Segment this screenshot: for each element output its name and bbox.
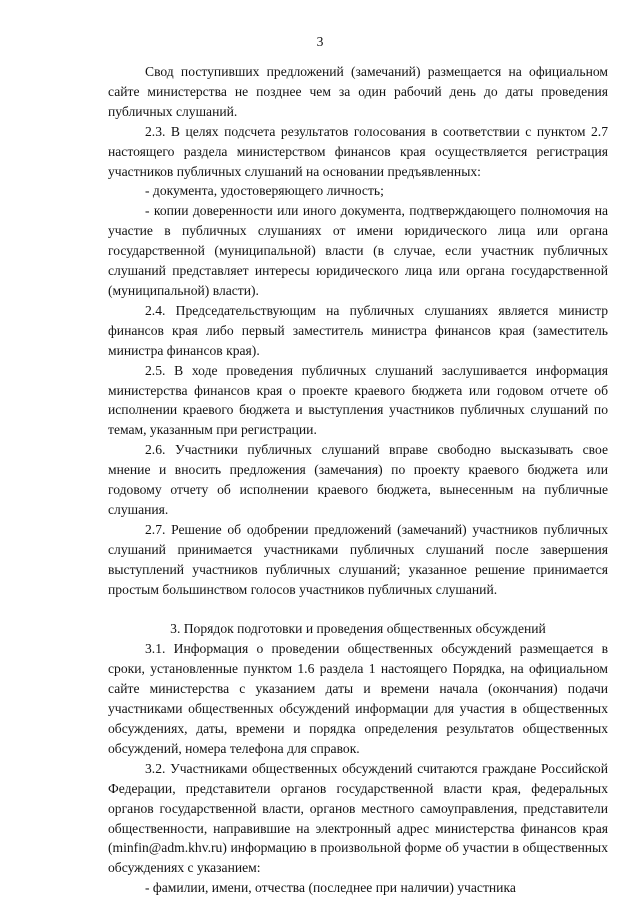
document-body xyxy=(108,62,608,898)
page-number: 3 xyxy=(316,34,324,49)
list-item-identity-document: - документа, удостоверяющего личность; xyxy=(145,183,384,199)
paragraph-summary-publication: Свод поступивших предложений (замечаний) размещается на официальном сайте министерства не позднее чем за один рабочий день до даты проведения публичных слушаний. xyxy=(108,64,608,119)
paragraph-2-6: 2.6. Участники публичных слушаний вправе свободно высказывать свое мнение и вносить предложения (замечания) по проекту краевого бюджета или годовому отчету об исполнении краевого бюджета, вынесенным на публичные слушания. xyxy=(108,442,608,517)
paragraph-3-1: 3.1. Информация о проведении общественных обсуждений размещается в сроки, установленные пунктом 1.6 раздела 1 настоящего Порядка, на официальном сайте министерства с указанием даты и времени начала (окончания) подачи участниками общественных обсуждений информации для участия в общественных обсуждениях, даты, времени и порядка определения результатов общественных обсуждений, номера телефона для справок. xyxy=(108,641,608,756)
list-item-full-name: - фамилии, имени, отчества (последнее при наличии) участника xyxy=(145,880,516,896)
paragraph-2-5: 2.5. В ходе проведения публичных слушаний заслушивается информация министерства финансов края о проекте краевого бюджета или годовом отчете об исполнении краевого бюджета и выступления участников публичных слушаний по темам, указанным при регистрации. xyxy=(108,362,608,438)
section-heading: 3. Порядок подготовки и проведения общественных обсуждений xyxy=(170,621,546,637)
paragraph-2-3: 2.3. В целях подсчета результатов голосования в соответствии с пунктом 2.7 настоящего раздела министерством финансов края осуществляется регистрация участников публичных слушаний на основании предъявленных: xyxy=(108,123,608,179)
paragraph-3-2: 3.2. Участниками общественных обсуждений считаются граждане Российской Федерации, представители органов государственной власти края, федеральных органов государственной власти, органов местного самоуправления, представители общественности, направившие на электронный адрес министерства финансов края (minfin@adm.khv.ru) информацию в произвольной форме об участии в общественных обсуждениях с указанием: xyxy=(108,760,608,876)
section-spacer xyxy=(108,599,608,619)
paragraph-2-4: 2.4. Председательствующим на публичных слушаниях является министр финансов края либо первый заместитель министра финансов края (заместитель министра финансов края). xyxy=(108,302,608,358)
list-item-power-of-attorney: - копии доверенности или иного документа, подтверждающего полномочия на участие в публичных слушаниях от имени юридического лица или органа государственной (муниципальной) власти (в случае, если участник публичных слушаний представляет интересы юридического лица или органа государственной (муниципальной) власти). xyxy=(108,203,608,298)
paragraph-2-7: 2.7. Решение об одобрении предложений (замечаний) участников публичных слушаний принимается участниками публичных слушаний после завершения выступлений участников публичных слушаний; указанное решение принимается простым большинством голосов участников публичных слушаний. xyxy=(108,521,608,597)
